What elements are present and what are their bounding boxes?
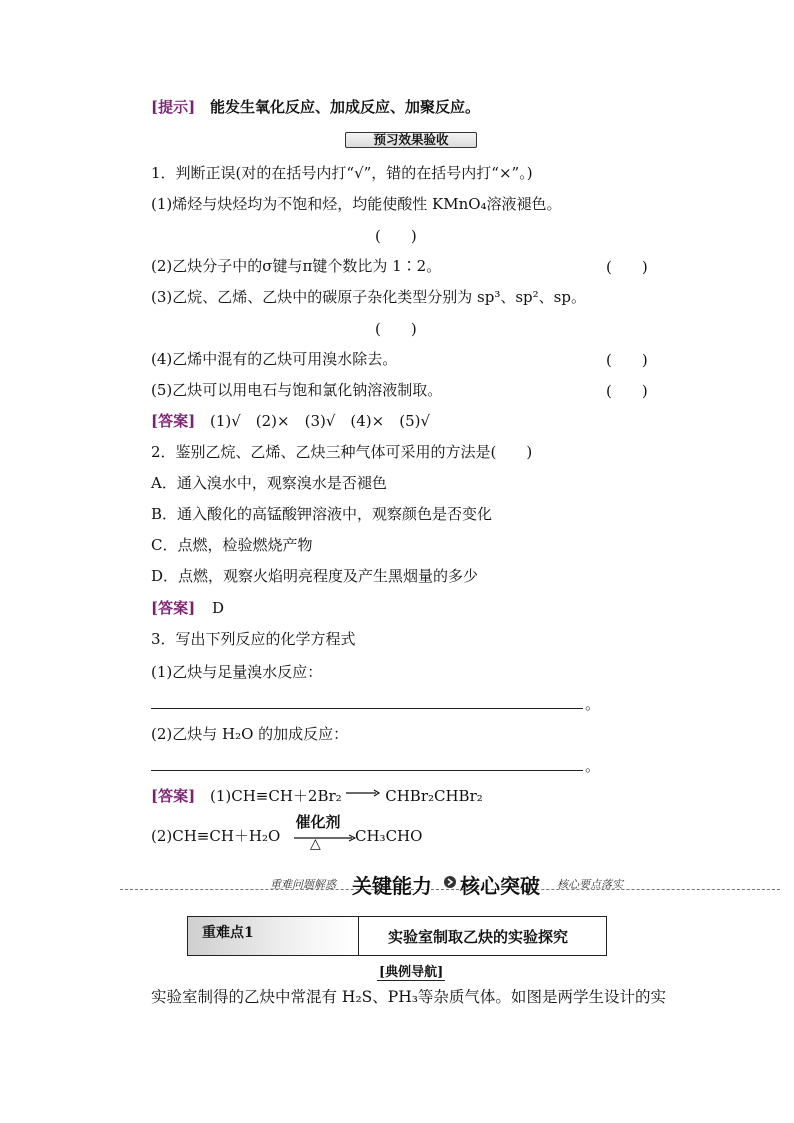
eq1-left: (1)CH≡CH＋2Br₂	[209, 787, 342, 805]
q1-item-5-paren: ( )	[606, 382, 648, 400]
key-point-label: 重难点1	[202, 925, 254, 941]
q1-item-4-paren: ( )	[606, 351, 648, 369]
q1-item-1: (1)烯烃与炔烃均为不饱和烃，均能使酸性 KMnO₄溶液褪色。	[151, 195, 562, 213]
example-tag: [典例导航]	[377, 961, 445, 981]
q3-sub1-blank	[151, 708, 583, 709]
q3-answer-tag: [答案]	[151, 787, 196, 805]
q1-item-2-paren: ( )	[606, 258, 648, 276]
eq1-right: CHBr₂CHBr₂	[385, 787, 483, 805]
q1-answer-tag: [答案]	[151, 412, 196, 430]
eq2-catalyst: 催化剂	[295, 813, 341, 831]
key-point-box	[187, 916, 607, 956]
q2-answer-tag: [答案]	[151, 599, 196, 617]
hint-text: 能发生氧化反应、加成反应、加聚反应。	[209, 98, 480, 116]
q3-answer-eq2	[151, 826, 280, 846]
preview-banner-label: 预习效果验收	[373, 132, 449, 147]
q1-item-5: (5)乙炔可以用电石与饱和氯化钠溶液制取。	[151, 381, 443, 399]
hint-tag: [提示]	[151, 98, 196, 116]
q2-answer-text: D	[211, 599, 225, 617]
eq1-arrow-icon	[346, 782, 380, 802]
bottom-text: 实验室制得的乙炔中常混有 H₂S、PH₃等杂质气体。如图是两学生设计的实	[151, 988, 666, 1006]
preview-banner	[345, 132, 477, 148]
q1-item-2: (2)乙炔分子中的σ键与π键个数比为 1∶2。	[151, 257, 442, 275]
q1-answer-text: (1)√ (2)× (3)√ (4)× (5)√	[209, 412, 431, 430]
q3-sub2: (2)乙炔与 H₂O 的加成反应：	[151, 725, 349, 743]
key-point-title: 实验室制取乙炔的实验探究	[388, 928, 569, 946]
q1-title: 1．判断正误(对的在括号内打“√”，错的在括号内打“×”。)	[151, 164, 533, 182]
q3-sub2-period: 。	[585, 757, 601, 775]
key-point-label-cell	[188, 917, 359, 955]
q3-sub1-period: 。	[585, 695, 601, 713]
q3-title: 3．写出下列反应的化学方程式	[151, 630, 356, 648]
eq2-heat: △	[310, 836, 321, 852]
q3-sub2-blank	[151, 770, 583, 771]
q2-title: 2．鉴别乙烷、乙烯、乙炔三种气体可采用的方法是( )	[151, 443, 533, 461]
section-banner-right: 核心要点落实	[557, 878, 623, 891]
q2-option-b: B．通入酸化的高锰酸钾溶液中，观察颜色是否变化	[151, 505, 493, 523]
q3-sub1: (1)乙炔与足量溴水反应：	[151, 663, 323, 681]
q1-item-3-paren: ( )	[375, 320, 417, 338]
q2-option-a: A．通入溴水中，观察溴水是否褪色	[151, 474, 387, 492]
chevron-right-icon	[443, 874, 457, 893]
section-banner-left: 重难问题解惑	[270, 878, 336, 891]
q1-answer	[151, 411, 430, 431]
eq2-left: (2)CH≡CH＋H₂O	[151, 827, 281, 845]
section-banner-main-b: 核心突破	[460, 874, 540, 898]
q2-option-c: C．点燃，检验燃烧产物	[151, 536, 313, 554]
hint-line	[151, 97, 480, 117]
q1-item-3: (3)乙烷、乙烯、乙炔中的碳原子杂化类型分别为 sp³、sp²、sp。	[151, 288, 586, 306]
eq2-right: CH₃CHO	[355, 827, 423, 845]
q3-answer-eq1	[151, 786, 483, 806]
q1-item-1-paren: ( )	[375, 227, 417, 245]
q2-answer	[151, 598, 224, 618]
q1-item-4: (4)乙烯中混有的乙炔可用溴水除去。	[151, 350, 398, 368]
eq2-arrow-icon	[294, 828, 356, 847]
q2-option-d: D．点燃，观察火焰明亮程度及产生黑烟量的多少	[151, 567, 479, 585]
section-banner-main-a: 关键能力	[352, 874, 432, 898]
